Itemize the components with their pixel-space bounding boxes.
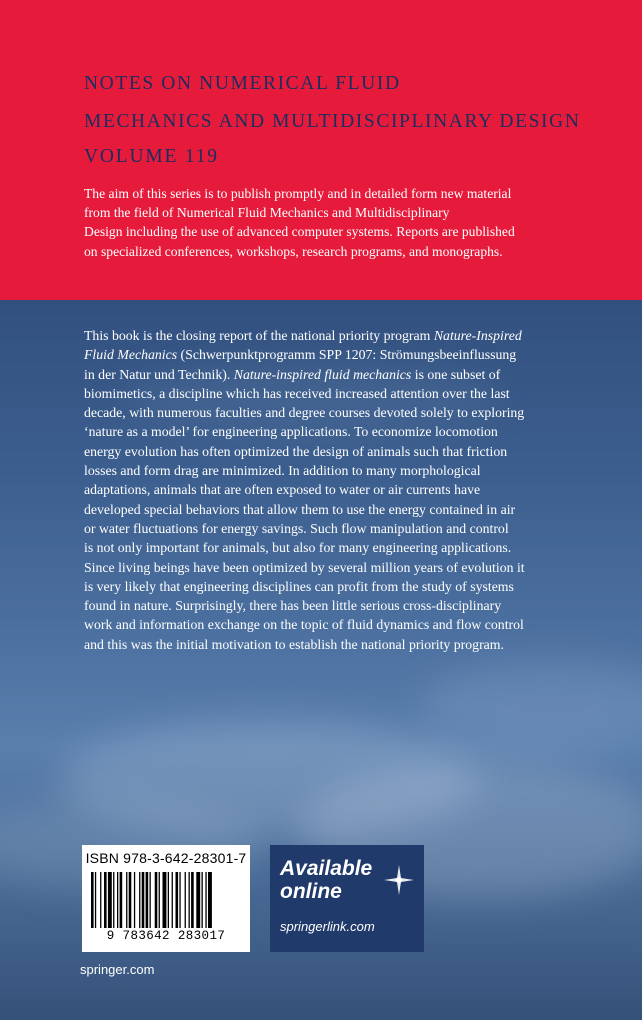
- barcode-bar: [134, 872, 135, 928]
- barcode-bar: [155, 872, 158, 928]
- description-line: losses and form drag are minimized. In addition to many morphological: [84, 463, 481, 479]
- barcode-bar: [163, 872, 167, 928]
- book-description: [84, 326, 614, 654]
- description-line: and this was the initial motivation to establish the national priority program.: [84, 636, 504, 652]
- barcode-bar: [104, 872, 107, 928]
- series-title-line-1: NOTES ON NUMERICAL FLUID: [84, 73, 401, 94]
- available-online-title: [280, 857, 372, 903]
- barcode-bar: [139, 872, 140, 928]
- description-line: Fluid Mechanics (Schwerpunktprogramm SPP 1207: Strömungsbeeinflussung: [84, 347, 517, 363]
- barcode-bar: [189, 872, 190, 928]
- description-line: decade, with numerous faculties and degree courses devoted solely to exploring: [84, 405, 525, 421]
- isbn-label: ISBN 978-3-642-28301-7: [85, 850, 247, 866]
- barcode-bar: [95, 872, 96, 928]
- barcode-bar: [205, 872, 206, 928]
- series-title-line-2: MECHANICS AND MULTIDISCIPLINARY DESIGN: [84, 110, 581, 132]
- barcode-bar: [120, 872, 123, 928]
- description-line: work and information exchange on the topic of fluid dynamics and flow control: [84, 617, 524, 633]
- sparkle-icon: [382, 863, 416, 897]
- publisher-url[interactable]: springer.com: [80, 962, 155, 977]
- barcode-bar: [185, 872, 186, 928]
- barcode-bar: [142, 872, 145, 928]
- description-line: energy evolution has often optimized the design of animals such that friction: [84, 443, 508, 459]
- barcode-bar: [159, 872, 160, 928]
- available-line: Available: [280, 857, 373, 880]
- online-line: online: [280, 880, 342, 903]
- cloud-shape: [420, 660, 642, 750]
- barcode-bar: [179, 872, 180, 928]
- description-line: in der Natur und Technik). Nature-inspired fluid mechanics is one subset of: [84, 366, 501, 382]
- series-description-line: from the field of Numerical Fluid Mechanics and Multidisciplinary: [84, 205, 450, 221]
- barcode-bar: [191, 872, 194, 928]
- description-line: ‘nature as a model’ for engineering applications. To economize locomotion: [84, 424, 498, 440]
- description-line: This book is the closing report of the national priority program Nature-Inspired: [84, 328, 522, 343]
- series-volume: VOLUME 119: [84, 146, 219, 167]
- barcode-bar: [108, 872, 112, 928]
- barcode-bar: [117, 872, 118, 928]
- available-online-badge[interactable]: [270, 845, 424, 952]
- barcode-bar: [208, 872, 212, 928]
- isbn-barcode-box: [82, 845, 250, 952]
- series-description-line: The aim of this series is to publish promptly and in detailed form new material: [84, 186, 512, 201]
- barcode-bar: [126, 872, 127, 928]
- description-line: is very likely that engineering disciplines can profit from the study of systems: [84, 578, 514, 594]
- series-description: [84, 184, 604, 261]
- description-line: developed special behaviors that allow them to use the energy contained in air: [84, 501, 516, 517]
- description-line: biomimetics, a discipline which has received increased attention over the last: [84, 385, 510, 401]
- springerlink-url[interactable]: springerlink.com: [280, 919, 375, 934]
- description-line: adaptations, animals that are often exposed to water or air currents have: [84, 482, 481, 498]
- barcode-bar: [113, 872, 114, 928]
- barcode-bar: [91, 872, 94, 928]
- series-band: [0, 0, 642, 300]
- barcode-icon: [89, 872, 243, 928]
- barcode-bar: [150, 872, 151, 928]
- series-description-line: Design including the use of advanced computer systems. Reports are published: [84, 224, 515, 240]
- description-line: found in nature. Surprisingly, there has been little serious cross-disciplinary: [84, 598, 502, 614]
- barcode-digits: 9 783642 283017: [106, 929, 226, 943]
- barcode-bar: [100, 872, 101, 928]
- barcode-bar: [196, 872, 200, 928]
- description-line: Since living beings have been optimized by several million years of evolution it: [84, 559, 525, 575]
- series-title: [84, 74, 581, 167]
- barcode-bar: [202, 872, 203, 928]
- barcode-bar: [172, 872, 173, 928]
- barcode-bar: [146, 872, 149, 928]
- barcode-bar: [129, 872, 132, 928]
- description-line: is not only important for animals, but also for many engineering applications.: [84, 540, 512, 556]
- series-description-line: on specialized conferences, workshops, research programs, and monographs.: [84, 243, 503, 259]
- barcode-bar: [176, 872, 179, 928]
- description-line: or water fluctuations for energy savings. Such flow manipulation and control: [84, 520, 509, 536]
- barcode-bar: [168, 872, 169, 928]
